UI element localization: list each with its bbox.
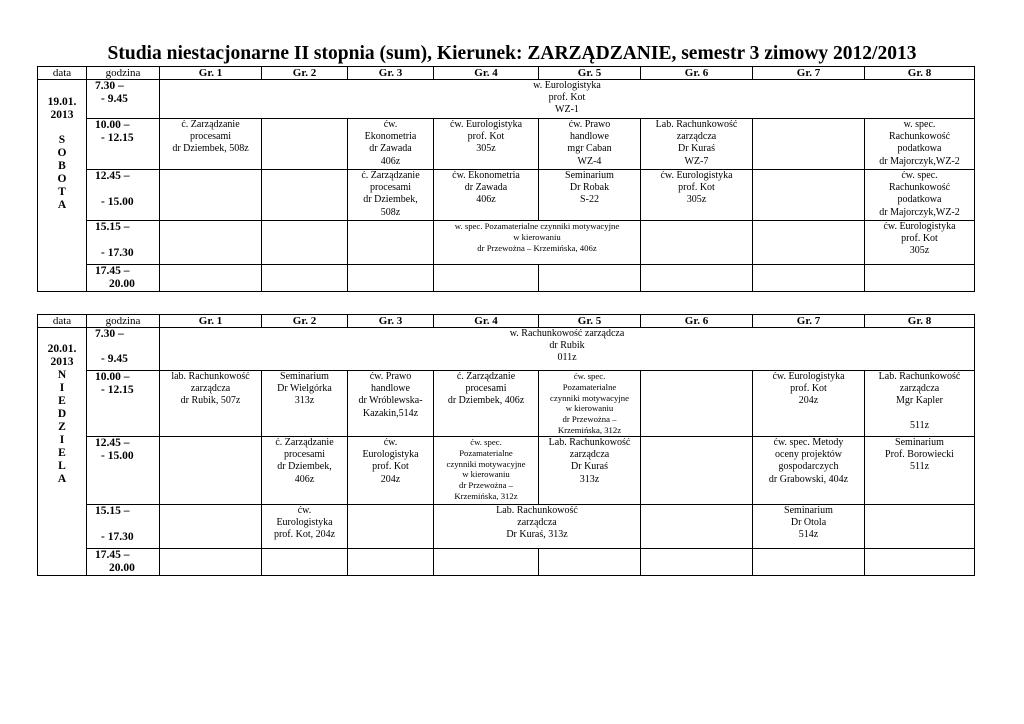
class-cell-gr7 bbox=[753, 119, 865, 170]
header-gr7: Gr. 7 bbox=[753, 67, 865, 80]
class-cell-gr8: ćw. spec. Rachunkowość podatkowa dr Majorczyk,WZ-2 bbox=[865, 170, 975, 221]
slot-row-4 bbox=[38, 505, 975, 549]
class-cell-gr8 bbox=[865, 265, 975, 292]
slot-row-5 bbox=[38, 549, 975, 576]
class-cell-gr3: ć. Zarządzanie procesami dr Dziembek, 508z bbox=[348, 170, 434, 221]
header-gr3: Gr. 3 bbox=[348, 67, 434, 80]
time-slot-4: 15.15 – - 17.30 bbox=[87, 505, 160, 549]
class-cell-gr4 bbox=[434, 265, 539, 292]
class-cell-gr1 bbox=[160, 221, 262, 265]
time-slot-1: 7.30 – - 9.45 bbox=[87, 80, 160, 119]
class-cell-gr2: Seminarium Dr Wielgórka 313z bbox=[262, 371, 348, 437]
class-cell-gr7: ćw. Eurologistyka prof. Kot 204z bbox=[753, 371, 865, 437]
class-cell-gr6 bbox=[641, 265, 753, 292]
time-slot-4: 15.15 – - 17.30 bbox=[87, 221, 160, 265]
header-gr4: Gr. 4 bbox=[434, 67, 539, 80]
time-slot-5: 17.45 – 20.00 bbox=[87, 265, 160, 292]
header-godzina: godzina bbox=[87, 315, 160, 328]
header-gr6: Gr. 6 bbox=[641, 315, 753, 328]
class-cell-gr4: ćw. Ekonometria dr Zawada 406z bbox=[434, 170, 539, 221]
class-cell-gr6 bbox=[641, 505, 753, 549]
class-cell-gr5: Seminarium Dr Robak S-22 bbox=[539, 170, 641, 221]
schedule-table-sunday bbox=[37, 314, 975, 576]
class-cell-gr6 bbox=[641, 371, 753, 437]
class-cell-gr1 bbox=[160, 265, 262, 292]
class-cell-all-groups: w. Rachunkowość zarządcza dr Rubik 011z bbox=[160, 328, 975, 371]
header-gr3: Gr. 3 bbox=[348, 315, 434, 328]
slot-row-5 bbox=[38, 265, 975, 292]
date-day: 20.01. bbox=[47, 343, 77, 355]
header-row bbox=[38, 315, 975, 328]
class-cell-gr4: ćw. Eurologistyka prof. Kot 305z bbox=[434, 119, 539, 170]
class-cell-gr3 bbox=[348, 505, 434, 549]
class-cell-gr2: ćw. Eurologistyka prof. Kot, 204z bbox=[262, 505, 348, 549]
header-gr2: Gr. 2 bbox=[262, 315, 348, 328]
date-day: 19.01. bbox=[47, 96, 77, 108]
class-cell-gr1: lab. Rachunkowość zarządcza dr Rubik, 507z bbox=[160, 371, 262, 437]
class-cell-gr1 bbox=[160, 505, 262, 549]
day-name-vertical: S O B O T A bbox=[57, 134, 67, 211]
page-title: Studia niestacjonarne II stopnia (sum), Kierunek: ZARZĄDZANIE, semestr 3 zimowy 2012/2013 bbox=[107, 43, 917, 64]
class-cell-gr3 bbox=[348, 549, 434, 576]
class-cell-gr1: ć. Zarządzanie procesami dr Dziembek, 508z bbox=[160, 119, 262, 170]
class-cell-gr5: ćw. Prawo handlowe mgr Caban WZ-4 bbox=[539, 119, 641, 170]
class-cell-gr5: ćw. spec. Pozamaterialne czynniki motywacyjne w kierowaniu dr Przewożna – Krzemińska, 312z bbox=[539, 371, 641, 437]
class-cell-gr2 bbox=[262, 221, 348, 265]
header-gr6: Gr. 6 bbox=[641, 67, 753, 80]
class-cell-gr3 bbox=[348, 265, 434, 292]
slot-row-2 bbox=[38, 119, 975, 170]
header-gr2: Gr. 2 bbox=[262, 67, 348, 80]
date-cell-sunday bbox=[38, 328, 87, 576]
class-cell-gr3: ćw. Ekonometria dr Zawada 406z bbox=[348, 119, 434, 170]
header-row bbox=[38, 67, 975, 80]
class-cell-gr7 bbox=[753, 170, 865, 221]
class-cell-gr3 bbox=[348, 221, 434, 265]
class-cell-gr6: ćw. Eurologistyka prof. Kot 305z bbox=[641, 170, 753, 221]
class-cell-gr1 bbox=[160, 437, 262, 505]
class-cell-gr6: Lab. Rachunkowość zarządcza Dr Kuraś WZ-7 bbox=[641, 119, 753, 170]
time-slot-2: 10.00 – - 12.15 bbox=[87, 371, 160, 437]
date-year: 2013 bbox=[50, 356, 74, 368]
class-cell-gr1 bbox=[160, 170, 262, 221]
header-data: data bbox=[38, 315, 87, 328]
class-cell-gr7 bbox=[753, 549, 865, 576]
class-cell-gr4: ć. Zarządzanie procesami dr Dziembek, 406z bbox=[434, 371, 539, 437]
date-year: 2013 bbox=[50, 109, 74, 121]
class-cell-gr4-gr5: Lab. Rachunkowość zarządcza Dr Kuraś, 313z bbox=[434, 505, 641, 549]
class-cell-gr1 bbox=[160, 549, 262, 576]
class-cell-gr7: Seminarium Dr Otola 514z bbox=[753, 505, 865, 549]
header-gr1: Gr. 1 bbox=[160, 67, 262, 80]
slot-row-1 bbox=[38, 328, 975, 371]
slot-row-3 bbox=[38, 170, 975, 221]
class-cell-gr7 bbox=[753, 265, 865, 292]
header-data: data bbox=[38, 67, 87, 80]
slot-row-1 bbox=[38, 80, 975, 119]
class-cell-gr2: ć. Zarządzanie procesami dr Dziembek, 406z bbox=[262, 437, 348, 505]
slot-row-2 bbox=[38, 371, 975, 437]
class-cell-gr8 bbox=[865, 549, 975, 576]
slot-row-4 bbox=[38, 221, 975, 265]
class-cell-all-groups: w. Eurologistyka prof. Kot WZ-1 bbox=[160, 80, 975, 119]
day-name-vertical: N I E D Z I E L A bbox=[57, 369, 67, 485]
time-slot-3: 12.45 – - 15.00 bbox=[87, 170, 160, 221]
class-cell-gr2 bbox=[262, 170, 348, 221]
slot-row-3 bbox=[38, 437, 975, 505]
header-gr1: Gr. 1 bbox=[160, 315, 262, 328]
class-cell-gr8 bbox=[865, 505, 975, 549]
header-gr8: Gr. 8 bbox=[865, 67, 975, 80]
class-cell-gr8: Seminarium Prof. Borowiecki 511z bbox=[865, 437, 975, 505]
class-cell-gr5 bbox=[539, 549, 641, 576]
class-cell-gr2 bbox=[262, 119, 348, 170]
time-slot-1: 7.30 – - 9.45 bbox=[87, 328, 160, 371]
class-cell-gr6 bbox=[641, 437, 753, 505]
class-cell-gr7: ćw. spec. Metody oceny projektów gospodarczych dr Grabowski, 404z bbox=[753, 437, 865, 505]
class-cell-gr4-gr5: w. spec. Pozamaterialne czynniki motywacyjne w kierowaniu dr Przewożna – Krzemińska, 406z bbox=[434, 221, 641, 265]
date-cell-saturday bbox=[38, 80, 87, 292]
header-gr7: Gr. 7 bbox=[753, 315, 865, 328]
time-slot-2: 10.00 – - 12.15 bbox=[87, 119, 160, 170]
class-cell-gr6 bbox=[641, 549, 753, 576]
time-slot-3: 12.45 – - 15.00 bbox=[87, 437, 160, 505]
class-cell-gr4: ćw. spec. Pozamaterialne czynniki motywacyjne w kierowaniu dr Przewożna – Krzemińska, 312z bbox=[434, 437, 539, 505]
class-cell-gr8: Lab. Rachunkowość zarządcza Mgr Kapler 511z bbox=[865, 371, 975, 437]
header-gr8: Gr. 8 bbox=[865, 315, 975, 328]
class-cell-gr5: Lab. Rachunkowość zarządcza Dr Kuraś 313z bbox=[539, 437, 641, 505]
header-gr4: Gr. 4 bbox=[434, 315, 539, 328]
class-cell-gr8: w. spec. Rachunkowość podatkowa dr Majorczyk,WZ-2 bbox=[865, 119, 975, 170]
class-cell-gr8: ćw. Eurologistyka prof. Kot 305z bbox=[865, 221, 975, 265]
header-godzina: godzina bbox=[87, 67, 160, 80]
header-gr5: Gr. 5 bbox=[539, 67, 641, 80]
class-cell-gr2 bbox=[262, 549, 348, 576]
time-slot-5: 17.45 – 20.00 bbox=[87, 549, 160, 576]
class-cell-gr3: ćw. Prawo handlowe dr Wróblewska- Kazakin,514z bbox=[348, 371, 434, 437]
class-cell-gr5 bbox=[539, 265, 641, 292]
schedule-table-saturday bbox=[37, 66, 975, 292]
class-cell-gr6 bbox=[641, 221, 753, 265]
class-cell-gr3: ćw. Eurologistyka prof. Kot 204z bbox=[348, 437, 434, 505]
class-cell-gr7 bbox=[753, 221, 865, 265]
class-cell-gr2 bbox=[262, 265, 348, 292]
class-cell-gr4 bbox=[434, 549, 539, 576]
header-gr5: Gr. 5 bbox=[539, 315, 641, 328]
